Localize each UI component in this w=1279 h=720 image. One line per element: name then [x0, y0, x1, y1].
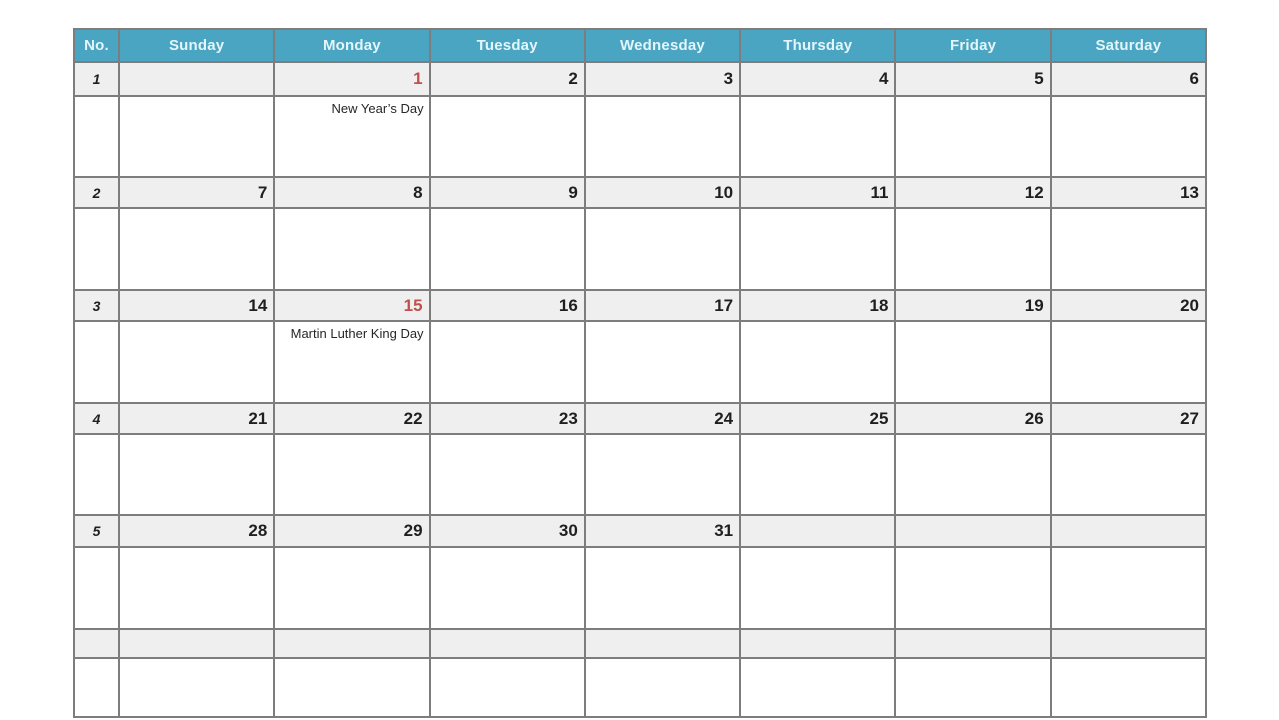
date-cell: [1052, 630, 1205, 657]
column-header-thursday: Thursday: [741, 30, 894, 61]
date-cell: 27: [1052, 404, 1205, 433]
event-cell: [896, 209, 1049, 289]
event-cell: [431, 435, 584, 514]
event-cell: [275, 435, 428, 514]
column-header-tuesday: Tuesday: [431, 30, 584, 61]
date-cell: 4: [741, 63, 894, 95]
event-cell: [896, 659, 1049, 716]
date-cell: 12: [896, 178, 1049, 207]
event-cell: [741, 548, 894, 628]
date-cell: [741, 516, 894, 546]
event-cell: [1052, 548, 1205, 628]
event-cell: [1052, 435, 1205, 514]
event-cell: [1052, 322, 1205, 402]
date-cell: 3: [586, 63, 739, 95]
event-cell: [741, 435, 894, 514]
event-cell: [1052, 659, 1205, 716]
date-cell: [120, 63, 273, 95]
date-cell: 23: [431, 404, 584, 433]
event-cell: [120, 548, 273, 628]
event-cell: [896, 97, 1049, 176]
date-cell: [431, 630, 584, 657]
event-cell: [431, 548, 584, 628]
date-cell: 19: [896, 291, 1049, 320]
event-cell: [586, 659, 739, 716]
date-cell: 2: [431, 63, 584, 95]
event-cell: [120, 97, 273, 176]
column-header-monday: Monday: [275, 30, 428, 61]
week-number-spacer-cell: [75, 659, 118, 716]
date-cell: 11: [741, 178, 894, 207]
date-cell: [586, 630, 739, 657]
event-cell: [586, 548, 739, 628]
event-cell: [896, 322, 1049, 402]
date-cell: 16: [431, 291, 584, 320]
date-cell: 5: [896, 63, 1049, 95]
event-cell: [741, 97, 894, 176]
date-cell: [275, 630, 428, 657]
event-cell: [741, 209, 894, 289]
monthly-calendar-table: [73, 28, 1207, 718]
event-label-cell: Martin Luther King Day: [275, 322, 428, 402]
event-cell: [896, 548, 1049, 628]
event-cell: [275, 548, 428, 628]
date-cell: 13: [1052, 178, 1205, 207]
column-header-wednesday: Wednesday: [586, 30, 739, 61]
date-cell: 8: [275, 178, 428, 207]
date-cell: 10: [586, 178, 739, 207]
event-cell: [431, 209, 584, 289]
event-cell: [586, 97, 739, 176]
date-cell: 21: [120, 404, 273, 433]
event-cell: [586, 322, 739, 402]
event-cell: [1052, 97, 1205, 176]
column-header-friday: Friday: [896, 30, 1049, 61]
week-number-spacer-cell: [75, 322, 118, 402]
week-number-spacer-cell: [75, 97, 118, 176]
date-cell: 6: [1052, 63, 1205, 95]
event-cell: [896, 435, 1049, 514]
event-cell: [1052, 209, 1205, 289]
week-number-spacer-cell: [75, 548, 118, 628]
week-number-cell: [75, 630, 118, 657]
date-cell: 14: [120, 291, 273, 320]
date-cell: 26: [896, 404, 1049, 433]
event-cell: [120, 435, 273, 514]
date-cell: 25: [741, 404, 894, 433]
date-cell: [896, 516, 1049, 546]
date-cell: 20: [1052, 291, 1205, 320]
event-cell: [586, 209, 739, 289]
event-cell: [586, 435, 739, 514]
date-cell: 17: [586, 291, 739, 320]
date-cell: 24: [586, 404, 739, 433]
week-number-cell: 4: [75, 404, 118, 433]
date-cell: 15: [275, 291, 428, 320]
week-number-cell: 1: [75, 63, 118, 95]
event-cell: [120, 659, 273, 716]
event-cell: [431, 659, 584, 716]
event-cell: [431, 322, 584, 402]
date-cell: [1052, 516, 1205, 546]
date-cell: 22: [275, 404, 428, 433]
event-cell: [741, 659, 894, 716]
date-cell: [120, 630, 273, 657]
date-cell: 9: [431, 178, 584, 207]
date-cell: 7: [120, 178, 273, 207]
column-header-sunday: Sunday: [120, 30, 273, 61]
date-cell: [896, 630, 1049, 657]
date-cell: 28: [120, 516, 273, 546]
week-number-spacer-cell: [75, 435, 118, 514]
event-cell: [275, 659, 428, 716]
event-cell: [120, 209, 273, 289]
date-cell: 31: [586, 516, 739, 546]
column-header-no: No.: [75, 30, 118, 61]
date-cell: 29: [275, 516, 428, 546]
week-number-cell: 3: [75, 291, 118, 320]
week-number-cell: 5: [75, 516, 118, 546]
event-cell: [741, 322, 894, 402]
date-cell: 30: [431, 516, 584, 546]
column-header-saturday: Saturday: [1052, 30, 1205, 61]
event-cell: [275, 209, 428, 289]
event-cell: [431, 97, 584, 176]
date-cell: 1: [275, 63, 428, 95]
week-number-spacer-cell: [75, 209, 118, 289]
date-cell: [741, 630, 894, 657]
event-cell: [120, 322, 273, 402]
event-label-cell: New Year’s Day: [275, 97, 428, 176]
date-cell: 18: [741, 291, 894, 320]
week-number-cell: 2: [75, 178, 118, 207]
